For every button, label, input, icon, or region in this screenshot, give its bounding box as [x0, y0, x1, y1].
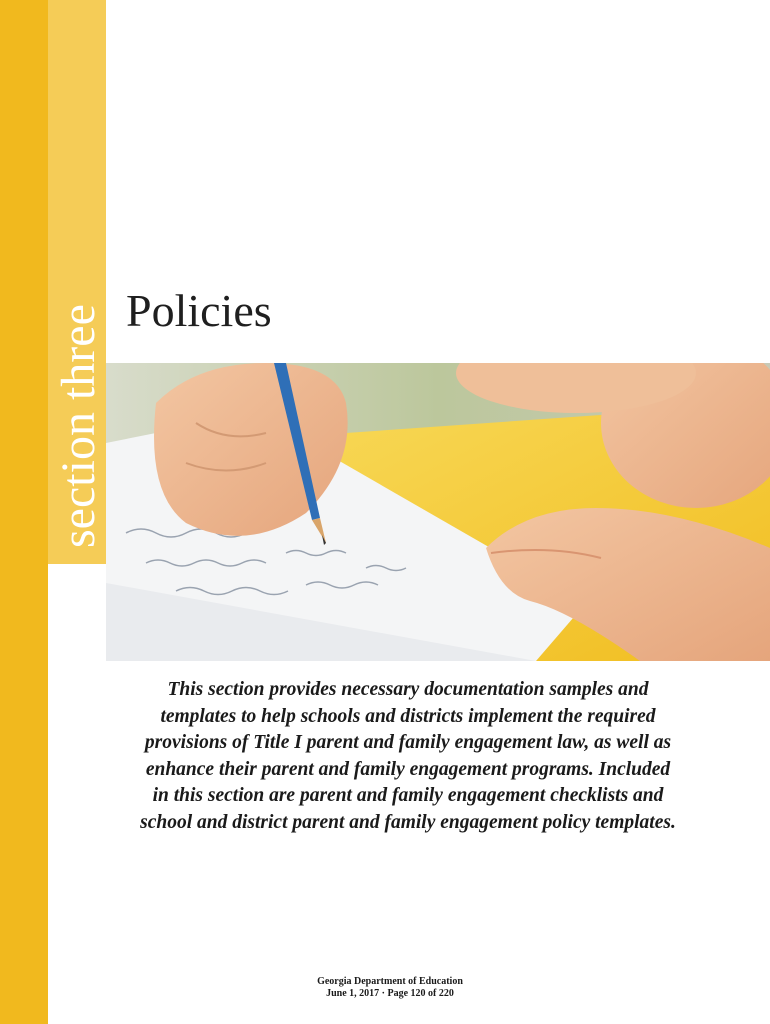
page-footer	[280, 976, 500, 1000]
sidebar-band	[0, 0, 48, 1024]
intro-line: templates to help schools and districts implement the required	[160, 705, 656, 727]
footer-organization: Georgia Department of Education	[317, 976, 463, 987]
intro-line: This section provides necessary documentation samples and	[167, 679, 649, 700]
child-writing-photo	[106, 363, 770, 661]
page-title: Policies	[126, 285, 272, 336]
section-label: section three	[52, 304, 105, 548]
intro-line: provisions of Title I parent and family engagement law, as well as	[144, 732, 672, 753]
intro-line: in this section are parent and family engagement checklists and	[152, 785, 664, 806]
intro-paragraph	[106, 677, 710, 836]
footer-date-page: June 1, 2017 · Page 120 of 220	[326, 988, 454, 999]
intro-line: school and district parent and family engagement policy templates.	[140, 811, 676, 833]
intro-line: enhance their parent and family engagement programs. Included	[145, 758, 671, 780]
